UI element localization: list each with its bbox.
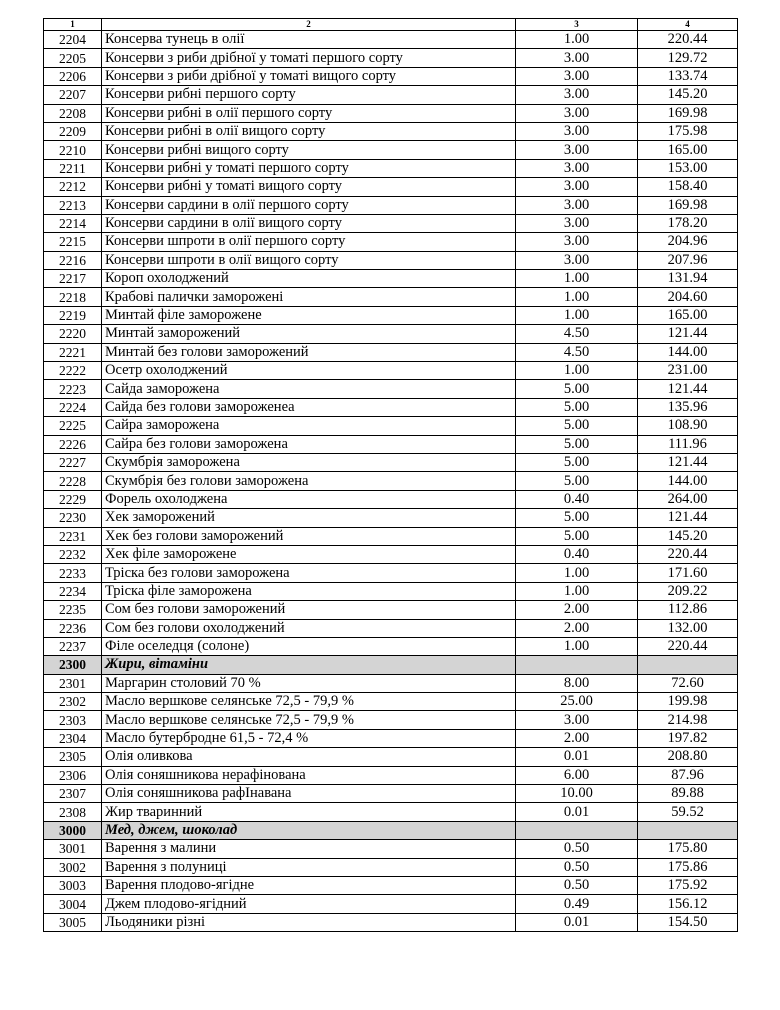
row-quantity: 2.00: [516, 619, 638, 637]
row-name: Варення плодово-ягідне: [102, 876, 516, 894]
row-code: 2229: [44, 490, 102, 508]
row-price: 204.96: [638, 233, 738, 251]
row-code: 2214: [44, 214, 102, 232]
table-row: [44, 67, 738, 85]
row-price: 178.20: [638, 214, 738, 232]
table-row: [44, 86, 738, 104]
row-quantity: 3.00: [516, 67, 638, 85]
row-code: 2231: [44, 527, 102, 545]
section-header-row: [44, 821, 738, 839]
row-code: 2228: [44, 472, 102, 490]
row-quantity: 3.00: [516, 141, 638, 159]
row-code: 3005: [44, 913, 102, 931]
row-code: 2236: [44, 619, 102, 637]
row-name: Консерва тунець в олії: [102, 31, 516, 49]
row-code: 2217: [44, 270, 102, 288]
row-quantity: 0.50: [516, 858, 638, 876]
row-price: 169.98: [638, 196, 738, 214]
row-name: Олія соняшникова рафІнавана: [102, 785, 516, 803]
row-code: 2225: [44, 417, 102, 435]
row-price: [638, 821, 738, 839]
row-price: [638, 656, 738, 674]
row-price: 111.96: [638, 435, 738, 453]
row-code: 2207: [44, 86, 102, 104]
row-price: 87.96: [638, 766, 738, 784]
row-name: Консерви рибні в олії першого сорту: [102, 104, 516, 122]
row-quantity: 0.50: [516, 876, 638, 894]
row-quantity: 4.50: [516, 343, 638, 361]
row-price: 214.98: [638, 711, 738, 729]
row-quantity: 5.00: [516, 509, 638, 527]
row-price: 129.72: [638, 49, 738, 67]
row-code: 2220: [44, 325, 102, 343]
row-quantity: 3.00: [516, 159, 638, 177]
row-name: Консерви шпроти в олії першого сорту: [102, 233, 516, 251]
row-code: 2216: [44, 251, 102, 269]
row-quantity: 10.00: [516, 785, 638, 803]
row-quantity: 5.00: [516, 453, 638, 471]
row-quantity: 1.00: [516, 31, 638, 49]
section-header-row: [44, 656, 738, 674]
row-price: 131.94: [638, 270, 738, 288]
row-code: 2234: [44, 582, 102, 600]
table-row: [44, 858, 738, 876]
row-code: 3001: [44, 840, 102, 858]
row-code: 2232: [44, 545, 102, 563]
row-name: Минтай філе заморожене: [102, 306, 516, 324]
row-price: 156.12: [638, 895, 738, 913]
row-name: Консерви з риби дрібної у томаті вищого сорту: [102, 67, 516, 85]
row-name: Філе оселедця (солоне): [102, 637, 516, 655]
row-price: 209.22: [638, 582, 738, 600]
row-name: Крабові палички заморожені: [102, 288, 516, 306]
row-code: 2307: [44, 785, 102, 803]
row-quantity: 3.00: [516, 122, 638, 140]
row-price: 121.44: [638, 380, 738, 398]
table-row: [44, 288, 738, 306]
row-quantity: 5.00: [516, 398, 638, 416]
row-code: 3003: [44, 876, 102, 894]
table-row: [44, 380, 738, 398]
row-code: 2226: [44, 435, 102, 453]
row-code: 2237: [44, 637, 102, 655]
column-number-2: 2: [102, 19, 516, 31]
row-name: Масло бутербродне 61,5 - 72,4 %: [102, 729, 516, 747]
row-price: 89.88: [638, 785, 738, 803]
row-code: 2301: [44, 674, 102, 692]
row-quantity: 0.40: [516, 490, 638, 508]
row-quantity: 1.00: [516, 637, 638, 655]
row-price: 158.40: [638, 178, 738, 196]
row-price: 175.98: [638, 122, 738, 140]
table-row: [44, 472, 738, 490]
row-code: 2303: [44, 711, 102, 729]
column-number-row: [44, 19, 738, 31]
row-quantity: 3.00: [516, 49, 638, 67]
row-price: 220.44: [638, 545, 738, 563]
row-code: 2215: [44, 233, 102, 251]
table-row: [44, 178, 738, 196]
row-name: Сайра без голови заморожена: [102, 435, 516, 453]
row-price: 145.20: [638, 527, 738, 545]
row-price: 165.00: [638, 306, 738, 324]
price-table: [43, 18, 738, 932]
row-name: Варення з полуниці: [102, 858, 516, 876]
row-price: 207.96: [638, 251, 738, 269]
row-price: 199.98: [638, 693, 738, 711]
table-row: [44, 509, 738, 527]
row-quantity: 3.00: [516, 178, 638, 196]
row-quantity: 0.40: [516, 545, 638, 563]
row-price: 144.00: [638, 343, 738, 361]
row-price: 133.74: [638, 67, 738, 85]
row-name: Скумбрія заморожена: [102, 453, 516, 471]
row-price: 175.92: [638, 876, 738, 894]
row-code: 2305: [44, 748, 102, 766]
row-quantity: 5.00: [516, 527, 638, 545]
row-name: Хек без голови заморожений: [102, 527, 516, 545]
row-name: Хек заморожений: [102, 509, 516, 527]
row-price: 165.00: [638, 141, 738, 159]
row-code: 2208: [44, 104, 102, 122]
row-name: Консерви рибні вищого сорту: [102, 141, 516, 159]
table-row: [44, 362, 738, 380]
row-name: Жир тваринний: [102, 803, 516, 821]
table-row: [44, 619, 738, 637]
row-price: 112.86: [638, 601, 738, 619]
row-name: Джем плодово-ягідний: [102, 895, 516, 913]
row-price: 220.44: [638, 637, 738, 655]
row-price: 208.80: [638, 748, 738, 766]
row-code: 2205: [44, 49, 102, 67]
table-row: [44, 306, 738, 324]
row-quantity: 1.00: [516, 582, 638, 600]
row-quantity: 0.50: [516, 840, 638, 858]
row-code: 2235: [44, 601, 102, 619]
row-name: Масло вершкове селянське 72,5 - 79,9 %: [102, 711, 516, 729]
row-code: 2221: [44, 343, 102, 361]
table-row: [44, 693, 738, 711]
row-price: 144.00: [638, 472, 738, 490]
table-row: [44, 564, 738, 582]
row-name: Консерви сардини в олії вищого сорту: [102, 214, 516, 232]
table-row: [44, 122, 738, 140]
row-name: Скумбрія без голови заморожена: [102, 472, 516, 490]
table-body: [44, 19, 738, 932]
table-row: [44, 270, 738, 288]
table-row: [44, 490, 738, 508]
row-name: Форель охолоджена: [102, 490, 516, 508]
row-name: Сом без голови охолоджений: [102, 619, 516, 637]
row-price: 231.00: [638, 362, 738, 380]
row-price: 132.00: [638, 619, 738, 637]
row-code: 2302: [44, 693, 102, 711]
row-code: 3002: [44, 858, 102, 876]
table-row: [44, 766, 738, 784]
row-quantity: [516, 821, 638, 839]
table-row: [44, 233, 738, 251]
row-quantity: 3.00: [516, 233, 638, 251]
row-price: 153.00: [638, 159, 738, 177]
row-name: Консерви з риби дрібної у томаті першого сорту: [102, 49, 516, 67]
row-quantity: 1.00: [516, 362, 638, 380]
table-row: [44, 196, 738, 214]
row-name: Сайра заморожена: [102, 417, 516, 435]
row-code: 2306: [44, 766, 102, 784]
row-price: 121.44: [638, 453, 738, 471]
row-price: 171.60: [638, 564, 738, 582]
row-code: 2210: [44, 141, 102, 159]
row-quantity: 1.00: [516, 306, 638, 324]
row-quantity: 0.01: [516, 803, 638, 821]
row-code: 2211: [44, 159, 102, 177]
row-name: Сайда заморожена: [102, 380, 516, 398]
table-row: [44, 913, 738, 931]
row-code: 2300: [44, 656, 102, 674]
row-name: Консерви рибні у томаті першого сорту: [102, 159, 516, 177]
row-code: 2204: [44, 31, 102, 49]
table-row: [44, 895, 738, 913]
row-name: Сом без голови заморожений: [102, 601, 516, 619]
row-quantity: 8.00: [516, 674, 638, 692]
table-row: [44, 582, 738, 600]
table-row: [44, 325, 738, 343]
table-row: [44, 398, 738, 416]
table-row: [44, 840, 738, 858]
row-code: 2224: [44, 398, 102, 416]
row-price: 264.00: [638, 490, 738, 508]
table-row: [44, 251, 738, 269]
row-name: Масло вершкове селянське 72,5 - 79,9 %: [102, 693, 516, 711]
row-quantity: 5.00: [516, 472, 638, 490]
row-quantity: 0.01: [516, 913, 638, 931]
table-row: [44, 453, 738, 471]
row-quantity: [516, 656, 638, 674]
row-code: 2308: [44, 803, 102, 821]
row-price: 175.86: [638, 858, 738, 876]
row-name: Тріска без голови заморожена: [102, 564, 516, 582]
table-row: [44, 637, 738, 655]
table-row: [44, 31, 738, 49]
row-name: Минтай заморожений: [102, 325, 516, 343]
row-name: Тріска філе заморожена: [102, 582, 516, 600]
table-row: [44, 748, 738, 766]
row-quantity: 3.00: [516, 196, 638, 214]
row-code: 2212: [44, 178, 102, 196]
column-number-1: 1: [44, 19, 102, 31]
row-code: 2227: [44, 453, 102, 471]
row-price: 121.44: [638, 509, 738, 527]
row-code: 2230: [44, 509, 102, 527]
row-code: 2233: [44, 564, 102, 582]
table-row: [44, 417, 738, 435]
row-name: Минтай без голови заморожений: [102, 343, 516, 361]
row-code: 2219: [44, 306, 102, 324]
row-quantity: 3.00: [516, 86, 638, 104]
row-price: 121.44: [638, 325, 738, 343]
table-row: [44, 104, 738, 122]
row-name: Осетр охолоджений: [102, 362, 516, 380]
table-row: [44, 674, 738, 692]
table-row: [44, 729, 738, 747]
row-name: Олія оливкова: [102, 748, 516, 766]
row-code: 2206: [44, 67, 102, 85]
row-name: Короп охолоджений: [102, 270, 516, 288]
row-quantity: 1.00: [516, 270, 638, 288]
row-quantity: 3.00: [516, 214, 638, 232]
row-quantity: 4.50: [516, 325, 638, 343]
row-quantity: 3.00: [516, 104, 638, 122]
row-quantity: 0.01: [516, 748, 638, 766]
row-code: 2213: [44, 196, 102, 214]
table-row: [44, 141, 738, 159]
row-code: 2223: [44, 380, 102, 398]
column-number-3: 3: [516, 19, 638, 31]
row-code: 3000: [44, 821, 102, 839]
table-row: [44, 711, 738, 729]
row-quantity: 2.00: [516, 601, 638, 619]
row-price: 204.60: [638, 288, 738, 306]
row-quantity: 3.00: [516, 251, 638, 269]
row-quantity: 3.00: [516, 711, 638, 729]
row-price: 145.20: [638, 86, 738, 104]
row-name: Консерви рибні в олії вищого сорту: [102, 122, 516, 140]
row-quantity: 5.00: [516, 417, 638, 435]
table-row: [44, 601, 738, 619]
row-quantity: 6.00: [516, 766, 638, 784]
table-row: [44, 876, 738, 894]
row-name: Мед, джем, шоколад: [102, 821, 516, 839]
row-quantity: 5.00: [516, 435, 638, 453]
row-price: 169.98: [638, 104, 738, 122]
row-price: 59.52: [638, 803, 738, 821]
row-name: Сайда без голови замороженеа: [102, 398, 516, 416]
table-row: [44, 545, 738, 563]
table-row: [44, 435, 738, 453]
row-code: 3004: [44, 895, 102, 913]
row-quantity: 0.49: [516, 895, 638, 913]
row-name: Консерви рибні у томаті вищого сорту: [102, 178, 516, 196]
row-price: 197.82: [638, 729, 738, 747]
table-row: [44, 785, 738, 803]
row-quantity: 5.00: [516, 380, 638, 398]
table-row: [44, 343, 738, 361]
row-name: Маргарин столовий 70 %: [102, 674, 516, 692]
row-quantity: 25.00: [516, 693, 638, 711]
row-name: Консерви шпроти в олії вищого сорту: [102, 251, 516, 269]
row-price: 108.90: [638, 417, 738, 435]
row-name: Консерви рибні першого сорту: [102, 86, 516, 104]
row-price: 175.80: [638, 840, 738, 858]
row-quantity: 1.00: [516, 564, 638, 582]
row-quantity: 1.00: [516, 288, 638, 306]
row-name: Олія соняшникова нерафінована: [102, 766, 516, 784]
row-name: Хек філе заморожене: [102, 545, 516, 563]
column-number-4: 4: [638, 19, 738, 31]
table-row: [44, 803, 738, 821]
row-quantity: 2.00: [516, 729, 638, 747]
row-price: 154.50: [638, 913, 738, 931]
row-name: Варення з малини: [102, 840, 516, 858]
row-code: 2218: [44, 288, 102, 306]
row-price: 72.60: [638, 674, 738, 692]
row-name: Консерви сардини в олії першого сорту: [102, 196, 516, 214]
row-code: 2222: [44, 362, 102, 380]
row-name: Жири, вітаміни: [102, 656, 516, 674]
table-row: [44, 49, 738, 67]
table-row: [44, 214, 738, 232]
row-price: 220.44: [638, 31, 738, 49]
table-row: [44, 527, 738, 545]
row-price: 135.96: [638, 398, 738, 416]
table-row: [44, 159, 738, 177]
row-code: 2209: [44, 122, 102, 140]
row-name: Льодяники різні: [102, 913, 516, 931]
row-code: 2304: [44, 729, 102, 747]
